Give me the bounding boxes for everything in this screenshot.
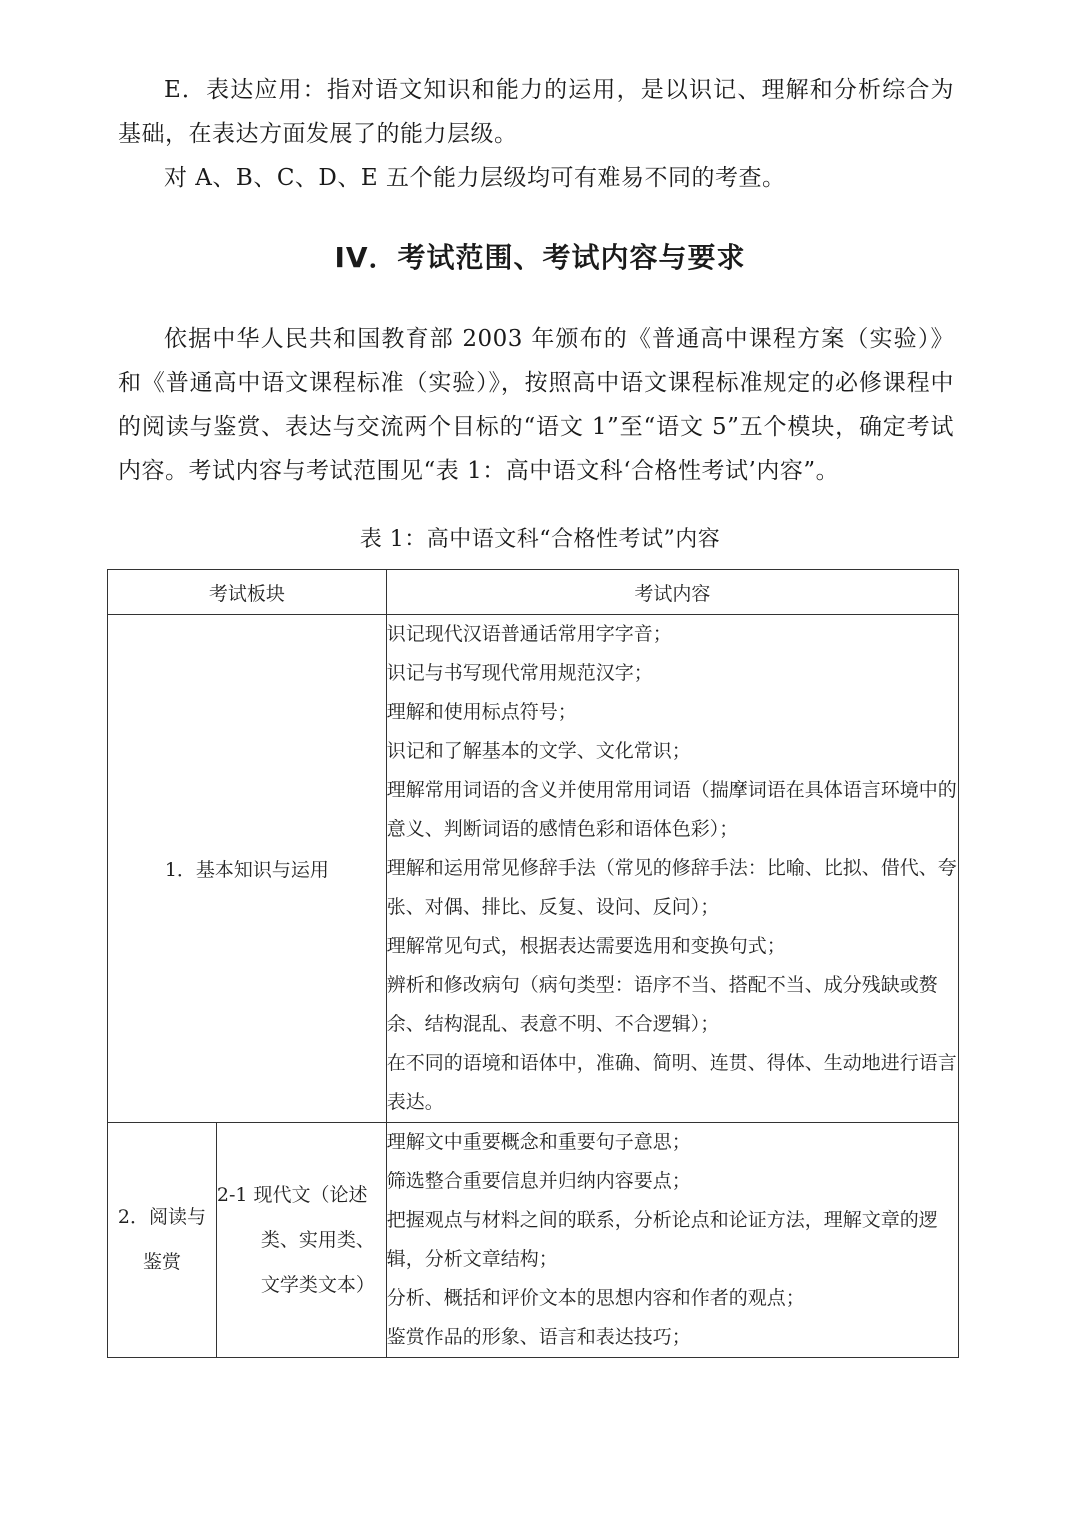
content-item: 识记现代汉语普通话常用字字音；	[386, 623, 672, 645]
header-exam-content: 考试内容	[386, 570, 958, 615]
content-item: 理解文中重要概念和重要句子意思；	[386, 1131, 691, 1153]
content-item: 理解常见句式，根据表达需要选用和变换句式；	[386, 935, 786, 957]
content-item: 筛选整合重要信息并归纳内容要点；	[386, 1170, 691, 1192]
content-item: 理解和运用常见修辞手法（常见的修辞手法：比喻、比拟、借代、夸张、对偶、排比、反复、设问、反问）；	[386, 857, 957, 918]
header-exam-block: 考试板块	[108, 570, 387, 615]
content-item: 鉴赏作品的形象、语言和表达技巧；	[386, 1326, 691, 1348]
block-items-basic-knowledge	[386, 615, 958, 1123]
content-item: 识记和了解基本的文学、文化常识；	[386, 740, 691, 762]
exam-content-table	[107, 569, 959, 1358]
block-items-modern-text	[386, 1123, 958, 1358]
content-item: 在不同的语境和语体中，准确、简明、连贯、得体、生动地进行语言表达。	[386, 1052, 957, 1113]
sub-block-modern-text	[216, 1123, 386, 1358]
content-item: 理解常用词语的含义并使用常用词语（揣摩词语在具体语言环境中的意义、判断词语的感情色彩和语体色彩）；	[386, 779, 957, 840]
table-row-basic-knowledge	[108, 615, 959, 1123]
paragraph-expression-application: E．表达应用：指对语文知识和能力的运用，是以识记、理解和分析综合为基础，在表达方面发展了的能力层级。	[118, 77, 954, 147]
content-item: 理解和使用标点符号；	[386, 701, 577, 723]
section-intro-paragraph: 依据中华人民共和国教育部 2003 年颁布的《普通高中课程方案（实验）》和《普通高中语文课程标准（实验）》，按照高中语文课程标准规定的必修课程中的阅读与鉴赏、表达与交流两个目标的“语文 1”至“语文 5”五个模块，确定考试内容。考试内容与考试范围见“表 1：高中语文科‘合格性考试’内容”。	[118, 326, 954, 484]
block-name-reading-appreciation: 2．阅读与鉴赏	[108, 1123, 217, 1358]
content-item: 识记与书写现代常用规范汉字；	[386, 662, 653, 684]
block-name-basic-knowledge: 1．基本知识与运用	[108, 615, 387, 1123]
section-heading: IV．考试范围、考试内容与要求	[334, 241, 746, 274]
content-item: 辨析和修改病句（病句类型：语序不当、搭配不当、成分残缺或赘余、结构混乱、表意不明、不合逻辑）；	[386, 974, 938, 1035]
sub-block-modern-text-label: 2-1 现代文（论述类、实用类、文学类文本）	[216, 1183, 375, 1296]
table-row-reading-appreciation	[108, 1123, 959, 1358]
table-header-row	[108, 570, 959, 615]
content-item: 把握观点与材料之间的联系，分析论点和论证方法，理解文章的逻辑，分析文章结构；	[386, 1209, 938, 1270]
table-caption: 表 1：高中语文科“合格性考试”内容	[359, 527, 721, 552]
content-item: 分析、概括和评价文本的思想内容和作者的观点；	[386, 1287, 805, 1309]
paragraph-ability-levels: 对 A、B、C、D、E 五个能力层级均可有难易不同的考查。	[164, 165, 786, 191]
